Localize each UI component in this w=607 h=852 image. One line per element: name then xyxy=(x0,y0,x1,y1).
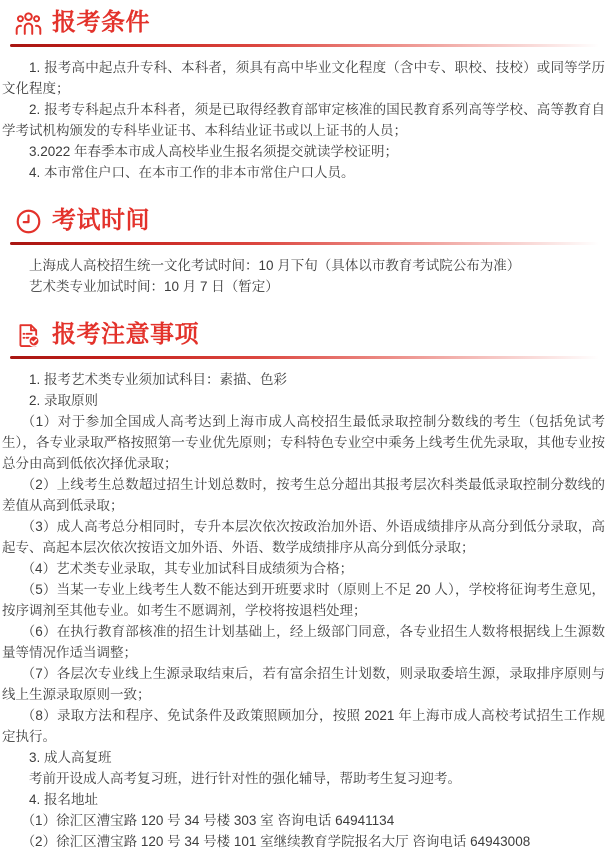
people-group-icon xyxy=(14,9,43,38)
exam-time-line: 上海成人高校招生统一文化考试时间：10 月下旬（具体以市教育考试院公布为准） xyxy=(29,258,521,273)
note-subitem: （2）上线考生总数超过招生计划总数时，按考生总分超出其报考层次科类最低录取控制分数线的差值从高到低录取； xyxy=(2,477,605,513)
clock-icon xyxy=(14,207,43,236)
section-header xyxy=(14,8,605,38)
note-subitem: （7）各层次专业线上生源录取结束后，若有富余招生计划数，则录取委培生源，录取排序原则与线上生源录取原则一致； xyxy=(2,666,605,702)
section-header xyxy=(14,206,605,236)
section-registration-notes xyxy=(2,320,605,852)
note-subitem: （4）艺术类专业录取，其专业加试科目成绩须为合格； xyxy=(21,561,354,576)
section-title: 报考注意事项 xyxy=(52,321,199,348)
section-header xyxy=(14,320,605,350)
requirement-item: 4. 本市常住户口、在本市工作的非本市常住户口人员。 xyxy=(29,165,355,180)
note-item: 4. 报名地址 xyxy=(29,792,99,807)
note-subitem: （8）录取方法和程序、免试条件及政策照顾加分，按照 2021 年上海市成人高校考试招生工作规定执行。 xyxy=(2,708,605,744)
section-title: 考试时间 xyxy=(52,207,150,234)
section-exam-time xyxy=(2,206,605,297)
exam-time-line: 艺术类专业加试时间：10 月 7 日（暂定） xyxy=(29,279,279,294)
note-item: 3. 成人高复班 xyxy=(29,750,112,765)
section-body xyxy=(2,255,605,297)
address-line: （1）徐汇区漕宝路 120 号 34 号楼 303 室 咨询电话 64941134 xyxy=(21,813,395,828)
address-line: （2）徐汇区漕宝路 120 号 34 号楼 101 室继续教育学院报名大厅 咨询电话 64943008 xyxy=(21,834,531,849)
note-item: 1. 报考艺术类专业须加试科目：素描、色彩 xyxy=(29,372,288,387)
requirement-item: 2. 报考专科起点升本科者，须是已取得经教育部审定核准的国民教育系列高等学校、高等教育自学考试机构颁发的专科毕业证书、本科结业证书或以上证书的人员； xyxy=(2,102,605,138)
note-subitem: （6）在执行教育部核准的招生计划基础上，经上级部门同意，各专业招生人数将根据线上生源数量等情况作适当调整； xyxy=(2,624,605,660)
section-divider xyxy=(10,242,599,245)
section-registration-requirements xyxy=(2,8,605,183)
section-divider xyxy=(10,44,599,47)
note-item: 2. 录取原则 xyxy=(29,393,99,408)
section-divider xyxy=(10,356,599,359)
section-body xyxy=(2,369,605,852)
section-title: 报考条件 xyxy=(52,9,150,36)
requirement-item: 3.2022 年春季本市成人高校毕业生报名须提交就读学校证明； xyxy=(29,144,399,159)
requirement-item: 1. 报考高中起点升专科、本科者，须具有高中毕业文化程度（含中专、职校、技校）或同等学历文化程度； xyxy=(2,60,605,96)
note-item: 考前开设成人高考复习班，进行针对性的强化辅导，帮助考生复习迎考。 xyxy=(29,771,461,786)
note-subitem: （5）当某一专业上线考生人数不能达到开班要求时（原则上不足 20 人），学校将征询考生意见，按序调剂至其他专业。如考生不愿调剂，学校将按退档处理； xyxy=(2,582,605,618)
note-subitem: （1）对于参加全国成人高考达到上海市成人高校招生最低录取控制分数线的考生（包括免试考生），各专业录取严格按照第一专业优先原则；专科特色专业空中乘务上线考生优先录取，其他专业按总分由高到低依次择优录取； xyxy=(2,414,605,471)
note-subitem: （3）成人高考总分相同时，专升本层次依次按政治加外语、外语成绩排序从高分到低分录取，高起专、高起本层次依次按语文加外语、外语、数学成绩排序从高分到低分录取； xyxy=(2,519,605,555)
checklist-check-icon xyxy=(14,321,43,350)
section-body xyxy=(2,57,605,183)
